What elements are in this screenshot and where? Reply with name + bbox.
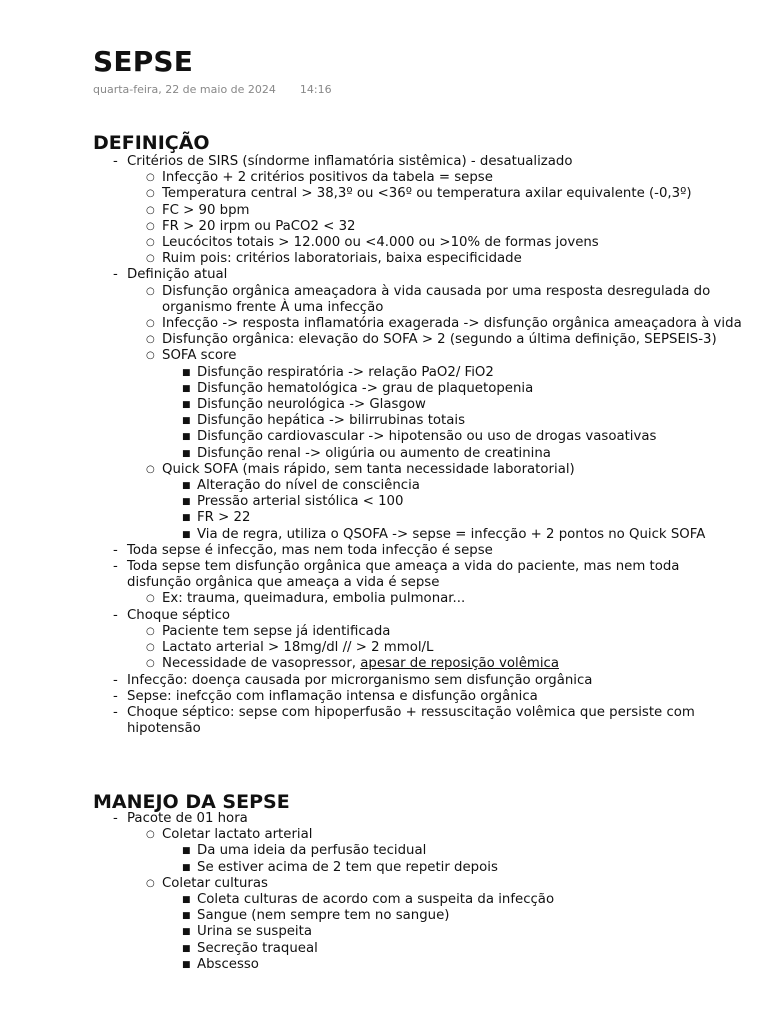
bullet-marker-icon: ○ xyxy=(146,877,155,889)
bullet-marker-icon: ○ xyxy=(146,625,155,637)
outline-item-level-2 xyxy=(93,827,743,843)
outline-item-level-2 xyxy=(93,251,743,267)
bullet-marker-icon: ○ xyxy=(146,658,155,670)
outline-item-level-2 xyxy=(93,170,743,186)
bullet-marker-icon: ■ xyxy=(182,497,191,508)
bullet-marker-icon: ○ xyxy=(146,463,155,475)
outline-item-text: SOFA score xyxy=(162,348,237,364)
outline-item-level-3 xyxy=(93,527,743,543)
outline-item-level-3 xyxy=(93,908,743,924)
outline-item-level-2 xyxy=(93,591,743,607)
outline-item-level-3 xyxy=(93,843,743,859)
outline-item-level-1 xyxy=(93,689,743,705)
bullet-marker-icon: ■ xyxy=(182,383,191,394)
outline-item-text: Secreção traqueal xyxy=(197,940,318,956)
bullet-marker-icon: - xyxy=(113,704,118,720)
bullet-marker-icon: ○ xyxy=(146,318,155,330)
bullet-marker-icon: - xyxy=(113,559,118,575)
bullet-marker-icon: ○ xyxy=(146,253,155,265)
outline-item-level-3 xyxy=(93,510,743,526)
outline-item-level-1 xyxy=(93,154,743,170)
bullet-marker-icon: - xyxy=(113,154,118,169)
outline-item-level-3 xyxy=(93,381,743,397)
bullet-marker-icon: ■ xyxy=(182,400,191,411)
outline-item-text: Alteração do nível de consciência xyxy=(197,478,420,494)
bullet-marker-icon: ○ xyxy=(146,220,155,232)
outline-item-level-2 xyxy=(93,876,743,892)
outline-item-text: Quick SOFA (mais rápido, sem tanta necessidade laboratorial) xyxy=(162,461,575,477)
bullet-marker-icon: ○ xyxy=(146,334,155,346)
outline-item-text: Paciente tem sepse já identificada xyxy=(162,623,391,639)
manejo-outline xyxy=(93,811,743,973)
outline-item-text: Toda sepse é infecção, mas nem toda infecção é sepse xyxy=(127,542,493,558)
outline-item-level-3 xyxy=(93,478,743,494)
outline-item-text: Coletar culturas xyxy=(162,875,268,891)
bullet-marker-icon: - xyxy=(113,688,118,704)
note-time: 14:16 xyxy=(299,83,332,96)
outline-item-level-1 xyxy=(93,811,743,827)
outline-item-level-2 xyxy=(93,316,743,332)
outline-item-level-3 xyxy=(93,957,743,973)
outline-item-level-3 xyxy=(93,892,743,908)
outline-item-level-2 xyxy=(93,219,743,235)
outline-item-text: Se estiver acima de 2 tem que repetir depois xyxy=(197,859,498,875)
bullet-marker-icon: ■ xyxy=(182,911,191,922)
outline-item-level-3 xyxy=(93,429,743,445)
bullet-marker-icon: ○ xyxy=(146,829,155,841)
outline-item-text: Disfunção hematológica -> grau de plaquetopenia xyxy=(197,380,534,396)
outline-item-level-2 xyxy=(93,186,743,202)
bullet-marker-icon: ○ xyxy=(146,237,155,249)
outline-item-level-1 xyxy=(93,267,743,283)
bullet-marker-icon: ■ xyxy=(182,862,191,873)
definicao-outline xyxy=(93,154,743,737)
outline-item-text: Lactato arterial > 18mg/dl // > 2 mmol/L xyxy=(162,640,434,656)
outline-item-text: Infecção -> resposta inflamatória exagerada -> disfunção orgânica ameaçadora à vida xyxy=(162,316,742,332)
bullet-marker-icon: ■ xyxy=(182,927,191,938)
bullet-marker-icon: ■ xyxy=(182,367,191,378)
bullet-marker-icon: ○ xyxy=(146,285,155,297)
outline-item-text: Choque séptico: sepse com hipoperfusão + ressuscitação volêmica que persiste com hipotensão xyxy=(127,704,695,737)
outline-item-level-3 xyxy=(93,924,743,940)
outline-item-text: Disfunção cardiovascular -> hipotensão ou uso de drogas vasoativas xyxy=(197,429,657,445)
outline-item-text: FC > 90 bpm xyxy=(162,202,250,218)
outline-item-text: Temperatura central > 38,3º ou <36º ou temperatura axilar equivalente (-0,3º) xyxy=(162,186,692,202)
bullet-marker-icon: ■ xyxy=(182,895,191,906)
bullet-marker-icon: ○ xyxy=(146,204,155,216)
outline-item-level-3 xyxy=(93,413,743,429)
bullet-marker-icon: ■ xyxy=(182,846,191,857)
outline-item-level-2 xyxy=(93,656,743,672)
outline-item-level-1 xyxy=(93,608,743,624)
outline-item-text: Pacote de 01 hora xyxy=(127,811,248,826)
bullet-marker-icon: - xyxy=(113,672,118,688)
outline-item-level-3 xyxy=(93,941,743,957)
outline-item-level-2 xyxy=(93,624,743,640)
outline-item-text: Via de regra, utiliza o QSOFA -> sepse = infecção + 2 pontos no Quick SOFA xyxy=(197,526,706,542)
outline-item-level-1 xyxy=(93,543,743,559)
outline-item-text: Disfunção respiratória -> relação PaO2/ FiO2 xyxy=(197,364,494,380)
outline-item-text: Critérios de SIRS (síndorme inflamatória sistêmica) - desatualizado xyxy=(127,154,573,169)
outline-item-level-2 xyxy=(93,348,743,364)
bullet-marker-icon: - xyxy=(113,542,118,558)
bullet-marker-icon: ○ xyxy=(146,188,155,200)
bullet-marker-icon: ■ xyxy=(182,943,191,954)
outline-item-level-1 xyxy=(93,673,743,689)
bullet-marker-icon: - xyxy=(113,267,118,283)
page-title: SEPSE xyxy=(93,45,194,78)
bullet-marker-icon: - xyxy=(113,811,118,826)
bullet-marker-icon: ■ xyxy=(182,432,191,443)
outline-item-text: Infecção + 2 critérios positivos da tabela = sepse xyxy=(162,170,493,186)
outline-item-text: Disfunção neurológica -> Glasgow xyxy=(197,397,426,413)
bullet-marker-icon: ■ xyxy=(182,448,191,459)
bullet-marker-icon: ■ xyxy=(182,481,191,492)
outline-item-level-2 xyxy=(93,203,743,219)
bullet-marker-icon: ■ xyxy=(182,959,191,970)
note-date: quarta-feira, 22 de maio de 2024 xyxy=(93,83,276,96)
outline-item-text: Sangue (nem sempre tem no sangue) xyxy=(197,908,450,924)
outline-item-text: FR > 20 irpm ou PaCO2 < 32 xyxy=(162,218,356,234)
outline-item-level-1 xyxy=(93,559,743,591)
outline-item-text: Leucócitos totais > 12.000 ou <4.000 ou >10% de formas jovens xyxy=(162,235,599,251)
outline-item-text: Choque séptico xyxy=(127,607,231,623)
outline-item-level-1 xyxy=(93,705,743,737)
bullet-marker-icon: ○ xyxy=(146,350,155,362)
outline-item-text: Necessidade de vasopressor, xyxy=(162,656,361,672)
outline-item-level-2 xyxy=(93,462,743,478)
outline-item-text: Toda sepse tem disfunção orgânica que ameaça a vida do paciente, mas nem toda disfunção orgânica que ameaça a vida é sepse xyxy=(127,559,680,591)
bullet-marker-icon: - xyxy=(113,607,118,623)
outline-item-level-3 xyxy=(93,397,743,413)
outline-item-text: Disfunção orgânica: elevação do SOFA > 2 (segundo a última definição, SEPSEIS-3) xyxy=(162,332,717,348)
outline-item-level-3 xyxy=(93,446,743,462)
section-heading-manejo: MANEJO DA SEPSE xyxy=(93,791,290,813)
outline-item-text: Disfunção orgânica ameaçadora à vida causada por uma resposta desregulada do organismo frente À uma infecção xyxy=(162,283,711,315)
section-heading-definicao: DEFINIÇÃO xyxy=(93,132,210,154)
outline-item-text: Urina se suspeita xyxy=(197,924,312,940)
outline-item-level-3 xyxy=(93,494,743,510)
outline-item-text: Infecção: doença causada por microrganismo sem disfunção orgânica xyxy=(127,672,593,688)
outline-item-level-2 xyxy=(93,332,743,348)
outline-item-text: Disfunção hepática -> bilirrubinas totais xyxy=(197,413,466,429)
outline-item-level-2 xyxy=(93,640,743,656)
outline-item-text: Ruim pois: critérios laboratoriais, baixa especificidade xyxy=(162,251,522,267)
outline-item-text: Sepse: inefcção com inflamação intensa e disfunção orgânica xyxy=(127,688,538,704)
outline-item-text: Coleta culturas de acordo com a suspeita da infecção xyxy=(197,892,555,908)
note-timestamp xyxy=(93,83,332,97)
outline-item-text: Abscesso xyxy=(197,956,259,972)
bullet-marker-icon: ○ xyxy=(146,642,155,654)
outline-item-level-2 xyxy=(93,235,743,251)
outline-item-level-3 xyxy=(93,365,743,381)
outline-item-text: Coletar lactato arterial xyxy=(162,827,313,843)
bullet-marker-icon: ○ xyxy=(146,593,155,605)
bullet-marker-icon: ■ xyxy=(182,529,191,540)
outline-item-text: FR > 22 xyxy=(197,510,251,526)
bullet-marker-icon: ■ xyxy=(182,513,191,524)
outline-item-level-2 xyxy=(93,284,743,316)
outline-item-text: Ex: trauma, queimadura, embolia pulmonar... xyxy=(162,591,466,607)
outline-item-text: Definição atual xyxy=(127,267,228,283)
outline-item-level-3 xyxy=(93,860,743,876)
bullet-marker-icon: ○ xyxy=(146,172,155,184)
outline-item-text: Pressão arterial sistólica < 100 xyxy=(197,494,404,510)
outline-item-text: Da uma ideia da perfusão tecidual xyxy=(197,843,427,859)
outline-item-underlined-text: apesar de reposição volêmica xyxy=(360,656,559,672)
outline-item-text: Disfunção renal -> oligúria ou aumento de creatinina xyxy=(197,445,551,461)
bullet-marker-icon: ■ xyxy=(182,416,191,427)
